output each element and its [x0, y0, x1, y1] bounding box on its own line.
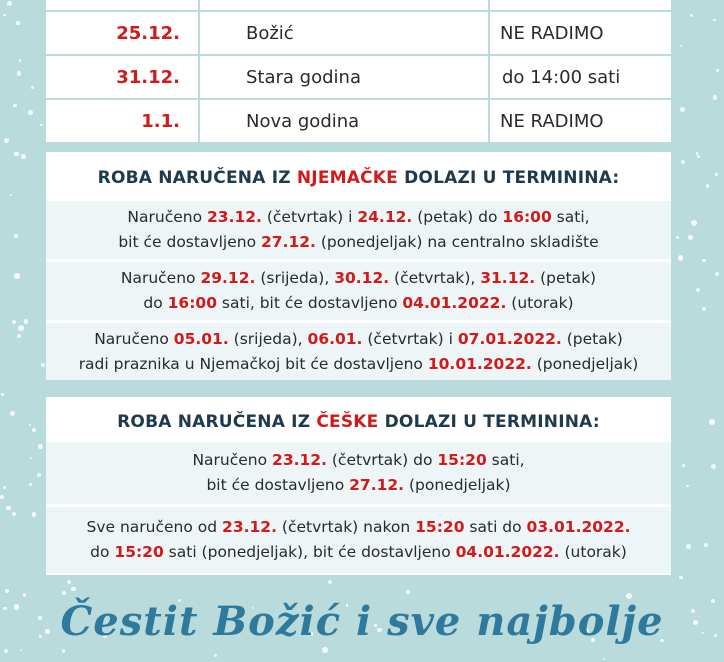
snowflake: [62, 591, 66, 595]
snowflake: [706, 184, 710, 188]
snowflake: [38, 444, 43, 449]
highlight-value: 30.12.: [334, 269, 390, 287]
delivery-note: [46, 507, 671, 573]
snowflake: [31, 86, 34, 89]
note-text: (ponedjeljak): [531, 354, 639, 373]
snowflake: [7, 1, 12, 6]
highlight-value: 27.12.: [349, 476, 405, 494]
snowflake: [17, 71, 21, 75]
note-text: (srijeda),: [255, 269, 335, 287]
snowflake: [16, 21, 20, 25]
highlight-value: 06.01.: [307, 329, 363, 348]
note-text: (četvrtak) do: [326, 451, 438, 469]
snowflake: [3, 14, 6, 17]
snowflake: [603, 658, 605, 660]
delivery-note-line: [46, 266, 671, 291]
note-text: Naručeno: [120, 269, 201, 287]
highlight-value: 23.12.: [272, 451, 327, 469]
highlight-value: 04.01.2022.: [402, 294, 507, 312]
snowflake: [680, 107, 686, 113]
highlight-value: 23.12.: [207, 208, 262, 226]
snowflake: [12, 512, 16, 516]
highlight-value: 29.12.: [200, 269, 256, 287]
delivery-note-line: [46, 473, 671, 498]
note-text: Sve naručeno od: [86, 518, 223, 536]
highlight-value: 10.01.2022.: [427, 354, 532, 373]
holiday-name: Stara godina: [198, 56, 488, 98]
snowflake: [41, 363, 45, 367]
snowflake: [697, 155, 700, 158]
snowflake: [1, 393, 4, 396]
note-text: Naručeno: [192, 451, 273, 469]
snowflake: [37, 473, 41, 477]
holiday-status: NE RADIMO: [488, 100, 671, 142]
holiday-name: Nova godina: [198, 100, 488, 142]
delivery-note: [46, 442, 671, 504]
holiday-status: NE RADIMO: [488, 12, 671, 54]
snowflake: [32, 428, 36, 432]
snowflake: [28, 110, 33, 115]
snowflake: [71, 587, 75, 591]
snowflake: [20, 649, 22, 651]
snowflake: [686, 544, 691, 549]
note-text: (petak) do: [412, 208, 503, 226]
note-text: do: [90, 543, 115, 561]
table-row: [46, 10, 671, 54]
highlight-value: 05.01.: [173, 329, 229, 348]
snowflake: [23, 593, 27, 597]
snowflake: [678, 255, 684, 261]
snowflake: [691, 220, 697, 226]
snowflake: [688, 235, 693, 240]
snowflake: [10, 194, 12, 196]
highlight-value: 04.01.2022.: [455, 543, 560, 561]
highlight-value: 15:20: [437, 451, 487, 469]
highlight-value: 31.12.: [480, 269, 536, 287]
snowflake: [13, 104, 16, 107]
snowflake: [679, 576, 683, 580]
delivery-note-line: [46, 515, 671, 540]
delivery-note: [46, 201, 671, 259]
snowflake: [21, 154, 26, 159]
snowflake: [715, 272, 719, 276]
germany-section: [46, 152, 671, 380]
snowflake: [681, 160, 685, 164]
snowflake: [30, 457, 32, 459]
highlight-value: 24.12.: [357, 208, 413, 226]
snowflake: [6, 506, 10, 510]
delivery-note-line: [46, 540, 671, 565]
snowflake: [29, 483, 32, 486]
snowflake: [18, 325, 24, 331]
note-text: sati, bit će dostavljeno: [216, 294, 403, 312]
note-text: (četvrtak) i: [362, 329, 458, 348]
note-text: bit će dostavljeno: [118, 233, 262, 251]
snowflake: [704, 543, 708, 547]
snowflake: [4, 138, 9, 143]
table-row: [46, 98, 671, 142]
note-text: (četvrtak),: [389, 269, 481, 287]
note-text: (utorak): [559, 543, 627, 561]
snowflake: [14, 152, 18, 156]
snowflake: [29, 424, 31, 426]
highlight-value: 03.01.2022.: [526, 518, 631, 536]
highlight-value: 07.01.2022.: [457, 329, 562, 348]
snowflake: [676, 236, 679, 239]
note-text: (utorak): [506, 294, 574, 312]
note-text: sati,: [486, 451, 525, 469]
snowflake: [14, 273, 19, 278]
snowflake: [682, 464, 685, 467]
snowflake: [67, 580, 71, 584]
snowflake: [24, 319, 29, 324]
snowflake: [711, 464, 717, 470]
snowflake: [406, 590, 410, 594]
delivery-note-line: [46, 448, 671, 473]
highlight-value: 23.12.: [222, 518, 277, 536]
highlight-value: 16:00: [167, 294, 217, 312]
note-text: Naručeno: [94, 329, 174, 348]
delivery-note: [46, 262, 671, 320]
holiday-table: [46, 0, 671, 142]
note-text: bit će dostavljeno: [206, 476, 350, 494]
snowflake: [328, 580, 332, 584]
snowflake: [14, 234, 18, 238]
greeting-text: Čestit Božić i sve najbolje: [60, 598, 664, 645]
snowflake: [12, 320, 16, 324]
snowflake: [0, 495, 4, 499]
delivery-note-line: [46, 205, 671, 230]
snowflake: [702, 259, 705, 262]
snowflake: [19, 59, 22, 62]
highlight-value: 15:20: [114, 543, 164, 561]
highlight-value: 16:00: [502, 208, 552, 226]
snowflake: [680, 45, 682, 47]
table-row: [46, 0, 671, 10]
note-text: (petak): [561, 329, 623, 348]
germany-section-title: ROBA NARUČENA IZ NJEMAČKE DOLAZI U TERMININA:: [97, 168, 620, 188]
note-text: (ponedjeljak) na centralno skladište: [315, 233, 599, 251]
note-text: (četvrtak) nakon: [276, 518, 416, 536]
snowflake: [713, 19, 716, 22]
delivery-note-line: [46, 291, 671, 316]
note-text: sati (ponedjeljak), bit će dostavljeno: [163, 543, 456, 561]
delivery-note-line: [46, 352, 671, 377]
note-text: sati,: [551, 208, 590, 226]
snowflake: [713, 95, 717, 99]
snowflake: [702, 307, 706, 311]
note-text: (četvrtak) i: [261, 208, 358, 226]
czech-section: [46, 397, 671, 575]
snowflake: [686, 485, 689, 488]
snowflake: [3, 486, 6, 489]
holiday-date: 31.12.: [116, 66, 180, 88]
snowflake: [716, 69, 720, 73]
highlight-value: 15:20: [415, 518, 465, 536]
snowflake: [32, 512, 37, 517]
table-row: [46, 54, 671, 98]
snowflake: [690, 14, 693, 17]
snowflake: [62, 649, 66, 653]
snowflake: [696, 288, 700, 292]
note-text: do: [143, 294, 168, 312]
snowflake: [4, 649, 8, 653]
holiday-status: do 14:00 sati: [488, 56, 671, 98]
delivery-note: [46, 323, 671, 380]
highlight-value: 27.12.: [261, 233, 316, 251]
snowflake: [214, 654, 217, 657]
snowflake: [10, 411, 15, 416]
note-text: Naručeno: [127, 208, 208, 226]
snowflake: [709, 419, 715, 425]
snowflake: [322, 647, 328, 653]
holiday-date: 25.12.: [116, 22, 180, 44]
snowflake: [5, 589, 9, 593]
delivery-note-line: [46, 230, 671, 255]
note-text: radi praznika u Njemačkoj bit će dostavljeno: [78, 354, 428, 373]
holiday-name: Božić: [198, 12, 488, 54]
holiday-date: 1.1.: [141, 110, 180, 132]
snowflake: [17, 334, 21, 338]
note-text: (ponedjeljak): [404, 476, 511, 494]
snowflake: [40, 124, 42, 126]
delivery-note-line: [46, 327, 671, 352]
note-text: (petak): [535, 269, 597, 287]
czech-section-title: ROBA NARUČENA IZ ČEŠKE DOLAZI U TERMININA:: [117, 412, 600, 432]
note-text: (srijeda),: [228, 329, 308, 348]
snowflake: [715, 173, 718, 176]
note-text: sati do: [464, 518, 527, 536]
